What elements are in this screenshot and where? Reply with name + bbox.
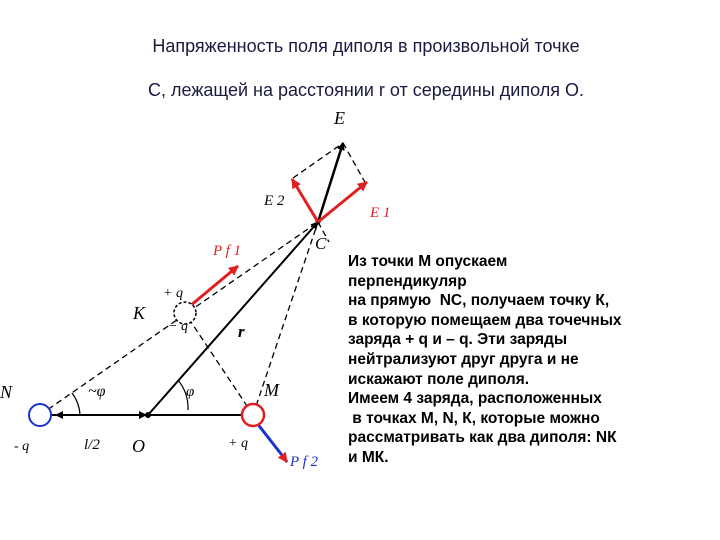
explanation-line: рассматривать как два диполя: NК [348,429,617,447]
explanation-line: на прямую NC, получаем точку К, [348,292,610,310]
label-e2: E 2 [264,193,285,209]
label-plus-q-k: + q [163,286,183,301]
line-m-c [253,222,318,415]
parallelogram-right [343,143,366,184]
point-o [145,412,151,418]
pf1-vector [190,266,238,306]
label-minus-q-n: - q [14,439,30,454]
explanation-line: Имеем 4 заряда, расположенных [348,390,602,408]
angle-arc-n [72,393,80,415]
title-line-1: Напряженность поля диполя в произвольной точке [152,36,580,56]
explanation-line: искажают поле диполя. [348,370,530,388]
label-m: M [264,380,279,400]
explanation-line: и МК. [348,448,389,466]
label-e: E [334,108,345,128]
label-e1: E 1 [370,205,391,221]
label-r: r [238,322,245,341]
e2-vector [292,179,318,222]
label-plus-q-m: + q [228,436,248,451]
pf2-vector-head [282,455,287,462]
explanation-line: нейтрализуют друг друга и не [348,350,579,368]
explanation-line: Из точки М опускаем [348,253,508,270]
label-pf2: P f 2 [290,454,319,470]
label-phi-o: φ [186,384,195,400]
explanation-line: перпендикуляр [348,272,467,290]
label-phi-n: ~φ [88,383,106,400]
explanation-line: в точках М, N, К, которые можно [348,409,600,427]
construction-lines [40,143,366,415]
label-l-half: l/2 [84,437,100,453]
label-pf1: P f 1 [213,243,242,259]
label-minus-q-k: − q [168,319,188,334]
label-o: O [132,436,145,456]
charge-m [242,404,264,426]
explanation-text [348,252,718,468]
charge-n [29,404,51,426]
label-n: N [0,382,13,402]
explanation-line: в которую помещаем два точечных [348,311,622,329]
title-line-2: С, лежащей на расстоянии r от середины диполя О. [148,80,584,100]
parallelogram-left [293,143,343,178]
label-k: K [133,303,146,323]
explanation-line: заряда + q и – q. Эти заряды [348,331,568,349]
label-c: C [315,234,327,253]
